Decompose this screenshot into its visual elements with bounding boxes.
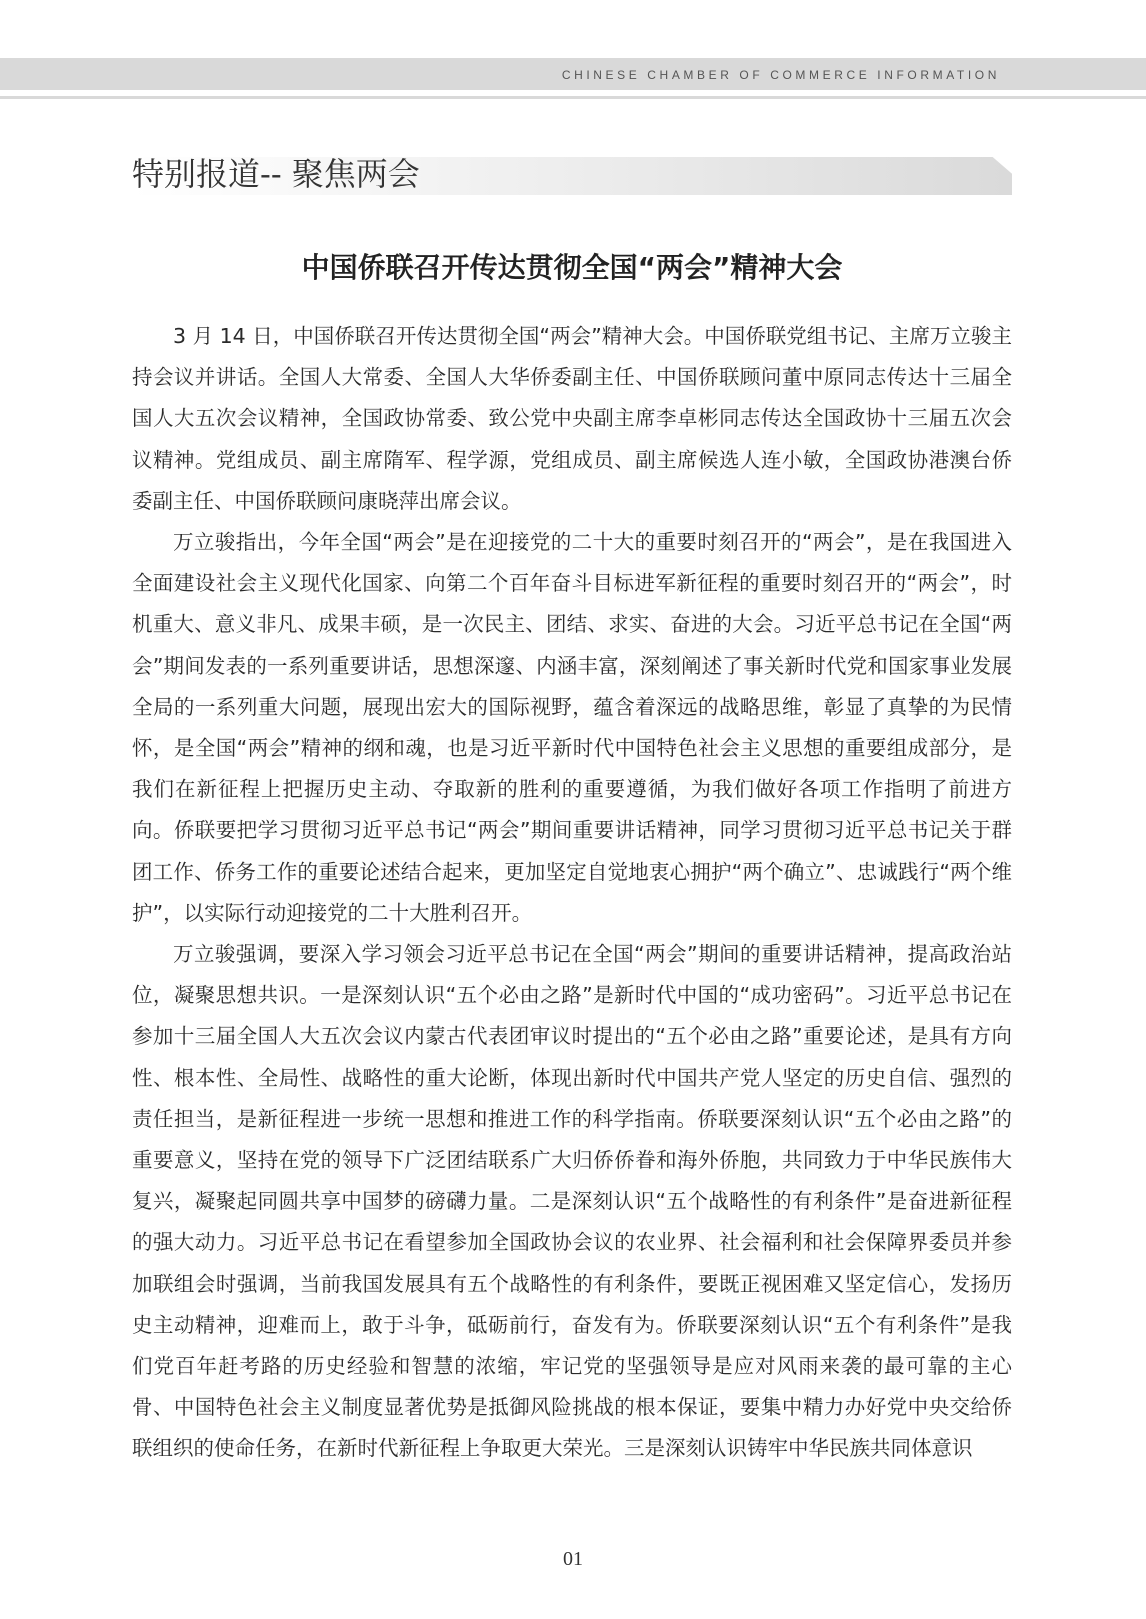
- paragraph-3: 万立骏强调，要深入学习领会习近平总书记在全国“两会”期间的重要讲话精神，提高政治站位，凝聚思想共识。一是深刻认识“五个必由之路”是新时代中国的“成功密码”。习近平总书记在参加十三届全国人大五次会议内蒙古代表团审议时提出的“五个必由之路”重要论述，是具有方向性、根本性、全局性、战略性的重大论断，体现出新时代中国共产党人坚定的历史自信、强烈的责任担当，是新征程进一步统一思想和推进工作的科学指南。侨联要深刻认识“五个必由之路”的重要意义，坚持在党的领导下广泛团结联系广大归侨侨眷和海外侨胞，共同致力于中华民族伟大复兴，凝聚起同圆共享中国梦的磅礴力量。二是深刻认识“五个战略性的有利条件”是奋进新征程的强大动力。习近平总书记在看望参加全国政协会议的农业界、社会福利和社会保障界委员并参加联组会时强调，当前我国发展具有五个战略性的有利条件，要既正视困难又坚定信心，发扬历史主动精神，迎难而上，敢于斗争，砥砺前行，奋发有为。侨联要深刻认识“五个有利条件”是我们党百年赶考路的历史经验和智慧的浓缩，牢记党的坚强领导是应对风雨来袭的最可靠的主心骨、中国特色社会主义制度显著优势是抵御风险挑战的根本保证，要集中精力办好党中央交给侨联组织的使命任务，在新时代新征程上争取更大荣光。三是深刻认识铸牢中华民族共同体意识: [132, 942, 1012, 1461]
- section-title: 特别报道-- 聚焦两会: [132, 155, 420, 193]
- paragraph-1: 3 月 14 日，中国侨联召开传达贯彻全国“两会”精神大会。中国侨联党组书记、主席万立骏主持会议并讲话。全国人大常委、全国人大华侨委副主任、中国侨联顾问董中原同志传达十三届全国人大五次会议精神，全国政协常委、致公党中央副主席李卓彬同志传达全国政协十三届五次会议精神。党组成员、副主席隋军、程学源，党组成员、副主席候选人连小敏，全国政协港澳台侨委副主任、中国侨联顾问康晓萍出席会议。: [132, 324, 1012, 513]
- publication-name: CHINESE CHAMBER OF COMMERCE INFORMATION: [561, 68, 1000, 82]
- header-rule: [0, 96, 1146, 99]
- article-title: 中国侨联召开传达贯彻全国“两会”精神大会: [301, 251, 843, 284]
- paragraph-2: 万立骏指出，今年全国“两会”是在迎接党的二十大的重要时刻召开的“两会”，是在我国进入全面建设社会主义现代化国家、向第二个百年奋斗目标进军新征程的重要时刻召开的“两会”，时机重大、意义非凡、成果丰硕，是一次民主、团结、求实、奋进的大会。习近平总书记在全国“两会”期间发表的一系列重要讲话，思想深邃、内涵丰富，深刻阐述了事关新时代党和国家事业发展全局的一系列重大问题，展现出宏大的国际视野，蕴含着深远的战略思维，彰显了真挚的为民情怀，是全国“两会”精神的纲和魂，也是习近平新时代中国特色社会主义思想的重要组成部分，是我们在新征程上把握历史主动、夺取新的胜利的重要遵循，为我们做好各项工作指明了前进方向。侨联要把学习贯彻习近平总书记“两会”期间重要讲话精神，同学习贯彻习近平总书记关于群团工作、侨务工作的重要论述结合起来，更加坚定自觉地衷心拥护“两个确立”、忠诚践行“两个维护”，以实际行动迎接党的二十大胜利召开。: [132, 530, 1012, 925]
- page-number: 01: [563, 1548, 583, 1570]
- article-body: [132, 316, 1012, 1470]
